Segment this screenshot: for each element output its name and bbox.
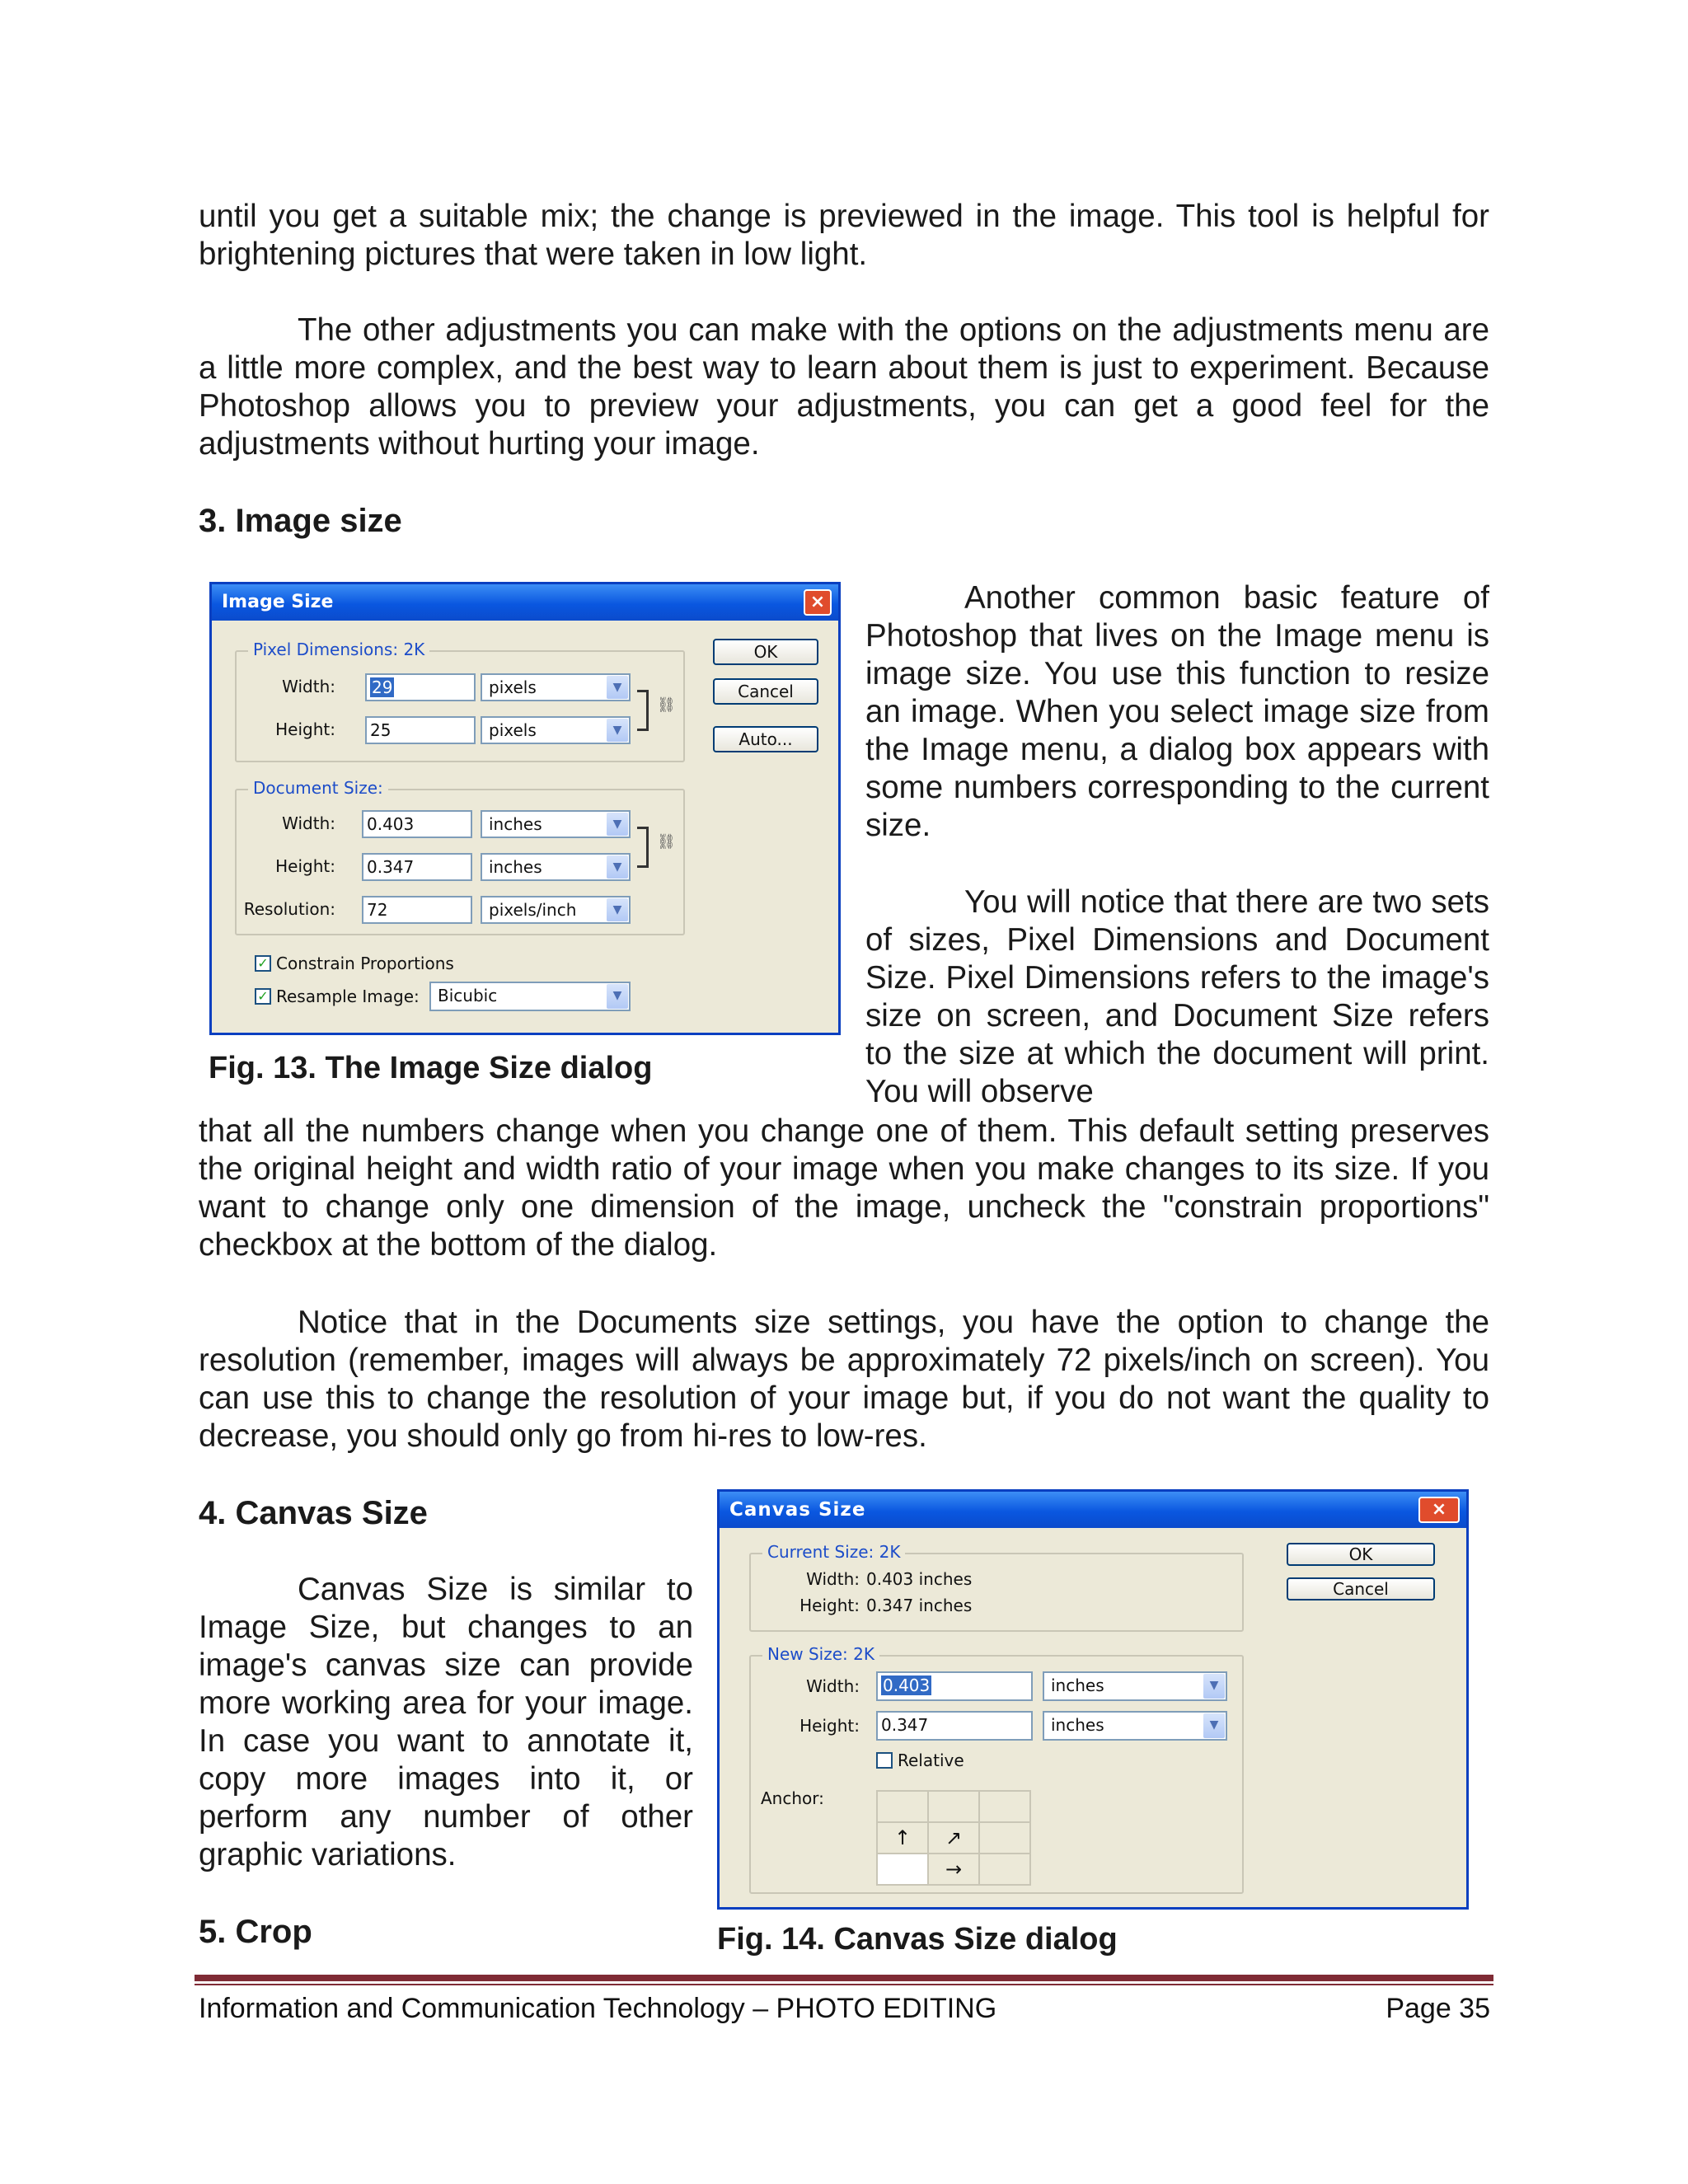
doc-width-unit: inches xyxy=(489,814,542,834)
anchor-cell[interactable] xyxy=(929,1792,978,1821)
chevron-down-icon: ▼ xyxy=(607,676,628,699)
pixel-dimensions-group xyxy=(235,640,685,762)
chevron-down-icon: ▼ xyxy=(1203,1674,1225,1699)
doc-height-unit: inches xyxy=(489,857,542,877)
dialog-title: Canvas Size xyxy=(729,1499,866,1521)
footer-title: Information and Communication Technology – PHOTO EDITING xyxy=(199,1993,997,2024)
doc-width-label: Width: xyxy=(282,813,335,833)
dialog-title-bar xyxy=(212,584,838,621)
new-height-value: 0.347 xyxy=(881,1715,929,1735)
chain-link-icon: ⛓ xyxy=(657,696,676,714)
doc-width-input[interactable] xyxy=(362,810,472,838)
anchor-arrow-up-right-icon[interactable]: ↗ xyxy=(929,1823,978,1853)
resolution-label: Resolution: xyxy=(243,899,335,919)
chevron-down-icon: ▼ xyxy=(607,719,628,742)
anchor-center-cell[interactable] xyxy=(878,1854,927,1884)
px-width-unit-select[interactable] xyxy=(481,673,631,701)
auto-button[interactable]: Auto... xyxy=(713,726,818,752)
relative-label: Relative xyxy=(898,1750,964,1770)
paragraph-1: until you get a suitable mix; the change is previewed in the image. This tool is helpful for brightening pictures that were taken in low light. xyxy=(199,199,1489,272)
current-size-group xyxy=(749,1542,1244,1632)
px-width-input[interactable] xyxy=(365,673,476,701)
chevron-down-icon: ▼ xyxy=(607,813,628,836)
image-size-dialog xyxy=(209,582,841,1035)
resample-image-checkbox[interactable]: ✓ xyxy=(255,988,271,1005)
resolution-value: 72 xyxy=(367,900,388,920)
doc-width-value: 0.403 xyxy=(367,814,415,834)
cancel-button[interactable]: Cancel xyxy=(1287,1577,1435,1601)
resample-method-value: Bicubic xyxy=(438,986,498,1005)
heading-crop: 5. Crop xyxy=(199,1914,312,1950)
caption-fig14: Fig. 14. Canvas Size dialog xyxy=(717,1922,1118,1957)
caption-fig13: Fig. 13. The Image Size dialog xyxy=(209,1051,653,1085)
px-height-label: Height: xyxy=(275,719,335,739)
ok-button[interactable]: OK xyxy=(1287,1543,1435,1566)
paragraph-2: The other adjustments you can make with the options on the adjustments menu are a little more complex, and the best way to learn about them is just to experiment. Because Photoshop allows you to preview your adjustments, you can get a good feel for the adjustments without hurting your image. xyxy=(199,312,1489,462)
constrain-proportions-checkbox[interactable]: ✓ xyxy=(255,955,271,972)
paragraph-5: Notice that in the Documents size settings, you have the option to change the resolution (remember, images will always be approximately 72 pixels/inch on screen). You can use this to change the resolution of your image but, if you do not want the quality to decrease, you should only go from hi-res to low-res. xyxy=(199,1305,1489,1454)
anchor-arrow-right-icon[interactable]: → xyxy=(929,1854,978,1884)
resample-image-label: Resample Image: xyxy=(276,987,420,1006)
doc-height-value: 0.347 xyxy=(367,857,415,877)
new-width-value: 0.403 xyxy=(883,1675,931,1695)
footer-rule xyxy=(195,1975,1493,1981)
current-height-label: Height: xyxy=(799,1596,860,1615)
px-width-unit: pixels xyxy=(489,677,537,697)
doc-height-unit-select[interactable] xyxy=(481,853,631,881)
link-bracket xyxy=(637,827,649,868)
ok-button[interactable]: OK xyxy=(713,639,818,665)
anchor-grid[interactable] xyxy=(876,1790,1031,1886)
px-height-value: 25 xyxy=(370,720,392,740)
close-icon[interactable]: × xyxy=(804,589,832,616)
px-height-input[interactable] xyxy=(365,716,476,744)
heading-image-size: 3. Image size xyxy=(199,503,402,539)
anchor-arrow-up-icon[interactable]: ↑ xyxy=(878,1823,927,1853)
link-bracket xyxy=(637,690,649,731)
heading-canvas-size: 4. Canvas Size xyxy=(199,1495,428,1531)
chain-link-icon: ⛓ xyxy=(657,833,676,851)
anchor-cell[interactable] xyxy=(980,1792,1029,1821)
chevron-down-icon: ▼ xyxy=(607,984,628,1009)
current-height-value: 0.347 inches xyxy=(866,1596,973,1615)
new-height-input[interactable] xyxy=(876,1711,1033,1741)
chevron-down-icon: ▼ xyxy=(607,855,628,879)
current-width-value: 0.403 inches xyxy=(866,1569,973,1589)
document-size-legend: Document Size: xyxy=(248,778,388,798)
canvas-size-dialog xyxy=(717,1489,1469,1910)
anchor-label: Anchor: xyxy=(761,1788,824,1808)
resolution-unit-select[interactable] xyxy=(481,896,631,924)
px-height-unit-select[interactable] xyxy=(481,716,631,744)
paragraph-4-full: that all the numbers change when you change one of them. This default setting preserves the original height and width ratio of your image when you make changes to its size. If you want to change only one dimension of the image, uncheck the "constrain proportions" checkbox at the bottom of the dialog. xyxy=(199,1113,1489,1263)
new-size-legend: New Size: 2K xyxy=(762,1644,879,1664)
paragraph-6: Canvas Size is similar to Image Size, but changes to an image's canvas size can provide more working area for your image. In case you want to annotate it, copy more images into it, or perform any number of other graphic variations. xyxy=(199,1572,693,1872)
doc-height-input[interactable] xyxy=(362,853,472,881)
chevron-down-icon: ▼ xyxy=(607,898,628,921)
px-width-value: 29 xyxy=(372,677,393,697)
pixel-dimensions-legend: Pixel Dimensions: 2K xyxy=(248,640,429,659)
doc-width-unit-select[interactable] xyxy=(481,810,631,838)
anchor-cell[interactable] xyxy=(980,1854,1029,1884)
doc-height-label: Height: xyxy=(275,856,335,876)
new-width-unit: inches xyxy=(1051,1675,1104,1695)
new-width-input[interactable] xyxy=(876,1671,1033,1701)
current-size-legend: Current Size: 2K xyxy=(762,1542,905,1562)
px-height-unit: pixels xyxy=(489,720,537,740)
relative-checkbox[interactable] xyxy=(876,1752,893,1769)
cancel-button[interactable]: Cancel xyxy=(713,678,818,705)
dialog-title: Image Size xyxy=(222,592,334,612)
close-icon[interactable]: × xyxy=(1418,1497,1460,1523)
paragraph-3: Another common basic feature of Photoshop that lives on the Image menu is image size. You use this function to resize an image. When you select image size from the Image menu, a dialog box appears with some numbers corresponding to the current size. xyxy=(865,580,1489,843)
px-width-label: Width: xyxy=(282,677,335,696)
dialog-title-bar xyxy=(720,1492,1466,1528)
resolution-unit: pixels/inch xyxy=(489,900,577,920)
new-height-label: Height: xyxy=(799,1716,860,1736)
anchor-cell[interactable] xyxy=(878,1792,927,1821)
page-number: Page 35 xyxy=(1386,1993,1490,2024)
paragraph-4-right: You will notice that there are two sets of sizes, Pixel Dimensions and Document Size. Pixel Dimensions refers to the image's size on screen, and Document Size refers to the size at which the document will print. You will observe xyxy=(865,884,1489,1109)
new-height-unit: inches xyxy=(1051,1715,1104,1735)
footer-rule-thin xyxy=(195,1984,1493,1985)
resample-method-select[interactable] xyxy=(429,982,631,1011)
chevron-down-icon: ▼ xyxy=(1203,1713,1225,1738)
new-width-label: Width: xyxy=(806,1676,860,1696)
anchor-cell[interactable] xyxy=(980,1823,1029,1853)
current-width-label: Width: xyxy=(806,1569,860,1589)
new-height-unit-select[interactable] xyxy=(1043,1711,1227,1741)
constrain-proportions-label: Constrain Proportions xyxy=(276,954,454,973)
new-width-unit-select[interactable] xyxy=(1043,1671,1227,1701)
resolution-input[interactable] xyxy=(362,896,472,924)
